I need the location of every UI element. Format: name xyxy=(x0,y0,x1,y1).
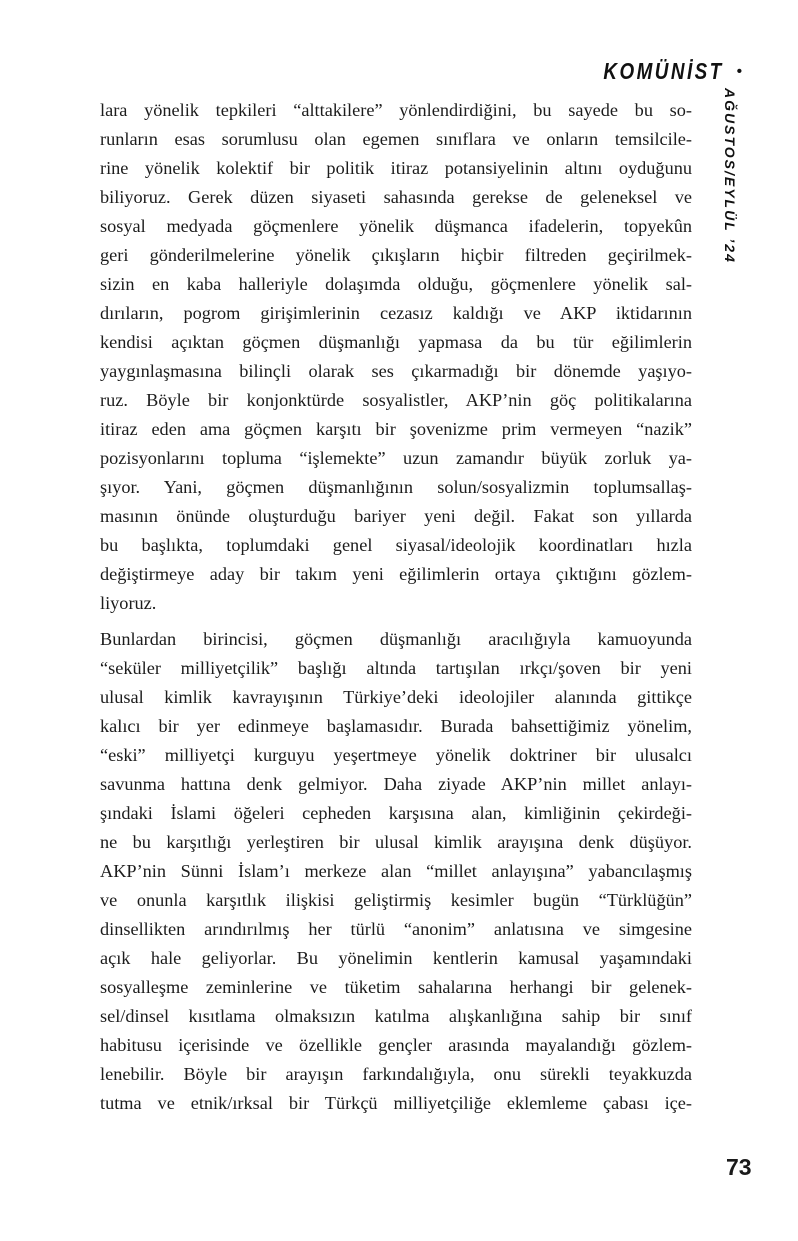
text-line: lara yönelik tepkileri “alttakilere” yönlendirdiğini, bu sayede bu so- xyxy=(100,100,692,120)
issue-date-vertical: AĞUSTOS/EYLÜL ’24 xyxy=(722,88,738,264)
text-line: pozisyonlarını topluma “işlemekte” uzun zamandır büyük zorluk ya- xyxy=(100,448,692,468)
text-line: sizin en kaba halleriyle dolaşımda olduğu, göçmenlere yönelik sal- xyxy=(100,274,692,294)
text-line: şındaki İslami öğeleri cepheden karşısına alan, kimliğinin çekirdeği- xyxy=(100,803,692,823)
article-body xyxy=(100,96,692,1118)
text-line: yaygınlaşmasına bilinçli olarak ses çıkarmadığı bir dönemde yaşıyo- xyxy=(100,361,692,381)
text-line: Bunlardan birincisi, göçmen düşmanlığı aracılığıyla kamuoyunda xyxy=(100,629,692,649)
text-line: ne bu karşıtlığı yerleştiren bir ulusal kimlik arayışına denk düşüyor. xyxy=(100,832,692,852)
running-head xyxy=(577,58,742,85)
text-line: dırıların, pogrom girişimlerinin cezasız kaldığı ve AKP iktidarının xyxy=(100,303,692,323)
text-line: sosyal medyada göçmenlere yönelik düşmanca ifadelerin, topyekûn xyxy=(100,216,692,236)
text-line: masının önünde oluşturduğu bariyer yeni değil. Fakat son yıllarda xyxy=(100,506,692,526)
text-line: ve onunla karşıtlık ilişkisi geliştirmiş kesimler bugün “Türklüğün” xyxy=(100,890,692,910)
text-line: biliyoruz. Gerek düzen siyaseti sahasında gerekse de geleneksel ve xyxy=(100,187,692,207)
text-line: rine yönelik kolektif bir politik itiraz potansiyelinin altını oyduğunu xyxy=(100,158,692,178)
text-line: “eski” milliyetçi kurguyu yeşertmeye yönelik doktriner bir ulusalcı xyxy=(100,745,692,765)
text-line: lenebilir. Böyle bir arayışın farkındalığıyla, onu sürekli teyakkuzda xyxy=(100,1064,692,1084)
paragraph-1 xyxy=(100,96,692,618)
text-line: değiştirmeye aday bir takım yeni eğilimlerin ortaya çıktığını gözlem- xyxy=(100,564,692,584)
text-line: kendisi açıktan göçmen düşmanlığı yapmasa da bu tür eğilimlerin xyxy=(100,332,692,352)
text-line: dinsellikten arındırılmış her türlü “anonim” anlatısına ve simgesine xyxy=(100,919,692,939)
paragraph-2 xyxy=(100,625,692,1118)
page-number: 73 xyxy=(726,1154,752,1180)
text-line: geri gönderilmelerine yönelik çıkışların hiçbir filtreden geçirilmek- xyxy=(100,245,692,265)
text-line: şıyor. Yani, göçmen düşmanlığının solun/sosyalizmin toplumsallaş- xyxy=(100,477,692,497)
text-line: tutma ve etnik/ırksal bir Türkçü milliyetçiliğe eklemleme çabası içe- xyxy=(100,1093,692,1113)
header-bullet-icon: • xyxy=(736,63,742,80)
text-line: liyoruz. xyxy=(100,593,157,613)
magazine-title: KOMÜNİST xyxy=(603,58,724,84)
text-line: açık hale geliyorlar. Bu yönelimin kentlerin kamusal yaşamındaki xyxy=(100,948,692,968)
text-line: sel/dinsel kısıtlama olmaksızın katılma alışkanlığına sahip bir sınıf xyxy=(100,1006,692,1026)
text-line: bu başlıkta, toplumdaki genel siyasal/ideolojik koordinatları hızla xyxy=(100,535,692,555)
text-line: itiraz eden ama göçmen karşıtı bir şovenizme prim vermeyen “nazik” xyxy=(100,419,692,439)
text-line: kalıcı bir yer edinmeye başlamasıdır. Burada bahsettiğimiz yönelim, xyxy=(100,716,692,736)
text-line: sosyalleşme zeminlerine ve tüketim sahalarına herhangi bir gelenek- xyxy=(100,977,692,997)
text-line: ulusal kimlik kavrayışının Türkiye’deki ideolojiler alanında gittikçe xyxy=(100,687,692,707)
text-line: habitusu içerisinde ve özellikle gençler arasında mayalandığı gözlem- xyxy=(100,1035,692,1055)
text-line: runların esas sorumlusu olan egemen sınıflara ve onların temsilcile- xyxy=(100,129,692,149)
text-line: AKP’nin Sünni İslam’ı merkeze alan “millet anlayışına” yabancılaşmış xyxy=(100,861,692,881)
text-line: “seküler milliyetçilik” başlığı altında tartışılan ırkçı/şoven bir yeni xyxy=(100,658,692,678)
text-line: savunma hattına denk gelmiyor. Daha ziyade AKP’nin millet anlayı- xyxy=(100,774,692,794)
text-line: ruz. Böyle bir konjonktürde sosyalistler, AKP’nin göç politikalarına xyxy=(100,390,692,410)
